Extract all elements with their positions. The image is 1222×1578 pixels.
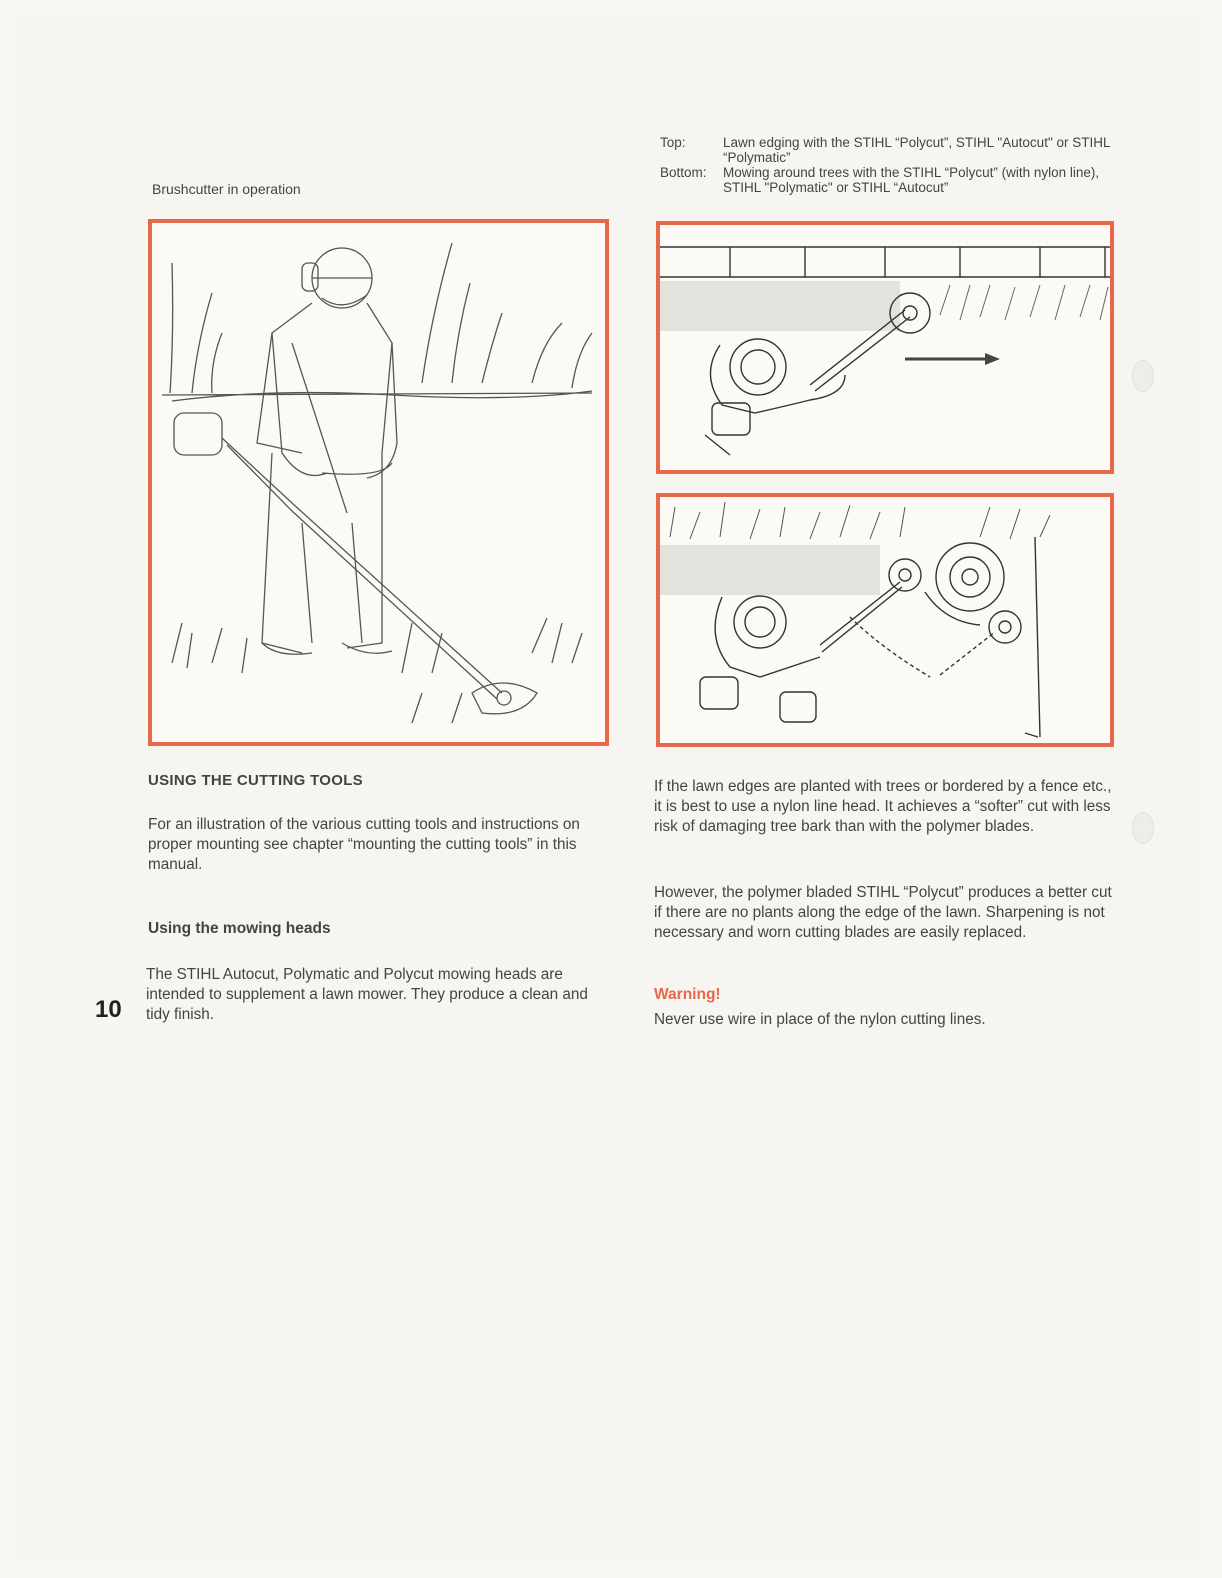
mowing-heads-subheading: Using the mowing heads — [148, 920, 331, 937]
caption-bottom-text: Mowing around trees with the STIHL “Polycut” (with nylon line), STIHL "Polymatic" or STIHL “Autocut” — [723, 165, 1100, 195]
left-figure-caption: Brushcutter in operation — [152, 181, 301, 197]
warning-title: Warning! — [654, 986, 721, 1003]
mowing-heads-paragraph: The STIHL Autocut, Polymatic and Polycut mowing heads are intended to supplement a lawn mower. They produce a clean and tidy finish. — [146, 966, 588, 1023]
lawn-edging-illustration — [656, 221, 1114, 474]
caption-top-text: Lawn edging with the STIHL “Polycut”, STIHL "Autocut" or STIHL “Polymatic” — [723, 135, 1110, 165]
section-heading: USING THE CUTTING TOOLS — [148, 772, 363, 789]
polycut-paragraph: However, the polymer bladed STIHL “Polycut” produces a better cut if there are no plants along the edge of the lawn. Sharpening is not necessary and worn cutting blades are easily replaced. — [654, 884, 1112, 941]
lawn-edging-drawing — [660, 225, 1110, 470]
binder-hole-mark — [1132, 812, 1154, 844]
brushcutter-illustration — [148, 219, 609, 746]
cutting-tools-intro: For an illustration of the various cutting tools and instructions on proper mounting see chapter “mounting the cutting tools” in this manual. — [148, 816, 580, 873]
mowing-around-trees-drawing — [660, 497, 1110, 743]
page-number: 10 — [95, 996, 122, 1023]
right-figure-caption — [660, 135, 1130, 195]
brushcutter-drawing — [152, 223, 605, 742]
caption-top-key: Top: — [660, 135, 686, 150]
nylon-line-paragraph: If the lawn edges are planted with trees or bordered by a fence etc., it is best to use a nylon line head. It achieves a “softer” cut with less risk of damaging tree bark than with the polymer blades. — [654, 778, 1112, 835]
caption-bottom-key: Bottom: — [660, 165, 707, 180]
warning-text: Never use wire in place of the nylon cutting lines. — [654, 1011, 986, 1028]
mowing-around-trees-illustration — [656, 493, 1114, 747]
binder-hole-mark — [1132, 360, 1154, 392]
